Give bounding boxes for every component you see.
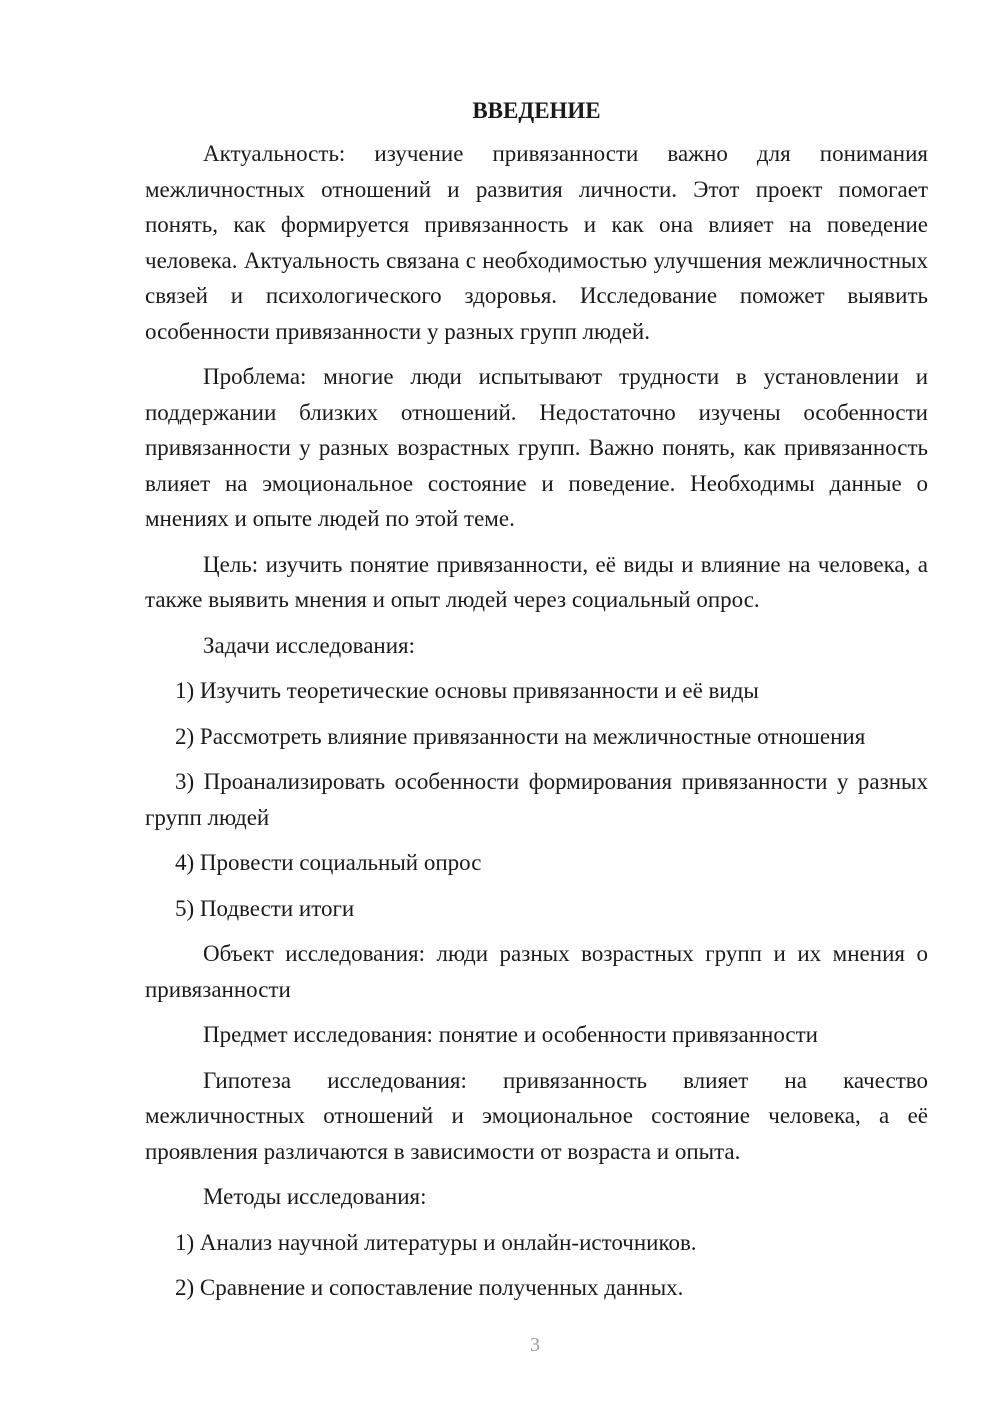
- task-item: 5) Подвести итоги: [175, 895, 355, 921]
- hypothesis-paragraph: Гипотеза исследования: привязанность влияет на качество межличностных отношений и эмоциональное состояние человека, а её проявления различаются в зависимости от возраста и опыта.: [145, 1067, 928, 1164]
- page-content: [145, 96, 928, 1306]
- subject-paragraph: Предмет исследования: понятие и особенности привязанности: [203, 1022, 818, 1047]
- object-paragraph: Объект исследования: люди разных возрастных групп и их мнения о привязанности: [145, 941, 928, 1002]
- page-number: 3: [530, 1334, 540, 1356]
- task-item: 2) Рассмотреть влияние привязанности на межличностные отношения: [175, 723, 866, 749]
- problem-paragraph: Проблема: многие люди испытывают трудности в установлении и поддержании близких отношений. Недостаточно изучены особенности привязанности у разных возрастных групп. Важно понять, как привязанность влияет на эмоциональное состояние и поведение. Необходимы данные о мнениях и опыте людей по этой теме.: [145, 364, 928, 531]
- relevance-paragraph: Актуальность: изучение привязанности важно для понимания межличностных отношений и развития личности. Этот проект помогает понять, как формируется привязанность и как она влияет на поведение человека. Актуальность связана с необходимостью улучшения межличностных связей и психологического здоровья. Исследование поможет выявить особенности привязанности у разных групп людей.: [145, 141, 928, 344]
- task-item: 4) Провести социальный опрос: [175, 850, 482, 875]
- task-item: 1) Изучить теоретические основы привязанности и её виды: [175, 678, 759, 703]
- tasks-title: Задачи исследования:: [203, 632, 416, 658]
- goal-paragraph: Цель: изучить понятие привязанности, её виды и влияние на человека, а также выявить мнения и опыт людей через социальный опрос.: [145, 551, 928, 612]
- methods-title: Методы исследования:: [203, 1184, 427, 1209]
- method-item: 2) Сравнение и сопоставление полученных данных.: [175, 1275, 684, 1300]
- task-item: 3) Проанализировать особенности формирования привязанности у разных групп людей: [145, 769, 928, 830]
- section-heading: ВВЕДЕНИЕ: [472, 98, 601, 123]
- method-item: 1) Анализ научной литературы и онлайн-источников.: [175, 1229, 697, 1255]
